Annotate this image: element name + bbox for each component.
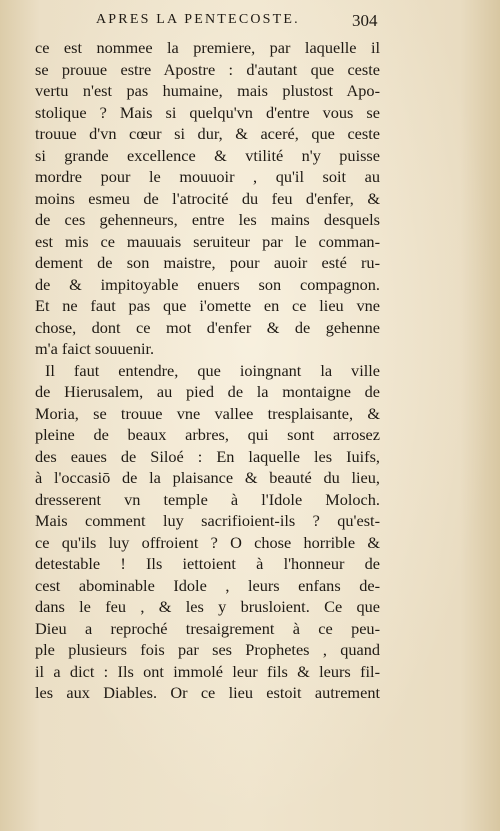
text-line: Mais comment luy sacrifioient-ils ? qu'est- xyxy=(35,511,380,530)
running-title: APRES LA PENTECOSTE. xyxy=(96,12,300,27)
text-line: si grande excellence & vtilité n'y puisse xyxy=(35,145,380,165)
text-line: m'a faict souuenir. xyxy=(35,339,155,358)
text-line: est mis ce mauuais seruiteur par le comman- xyxy=(35,231,380,251)
text-line: Moria, se trouue vne vallee tresplaisante, & xyxy=(35,403,380,423)
text-line: mordre pour le mouuoir , qu'il soit au xyxy=(35,167,380,186)
text-line: il a dict : Ils ont immolé leur fils & leurs fil- xyxy=(35,661,380,681)
text-line: chose, dont ce mot d'enfer & de gehenne xyxy=(35,317,380,337)
text-line: de & impitoyable enuers son compagnon. xyxy=(35,274,380,294)
text-line: dans le feu , & les y brusloient. Ce que xyxy=(35,597,380,616)
text-line: dement de son maistre, pour auoir esté ru- xyxy=(35,253,380,272)
text-line: cest abominable Idole , leurs enfans de- xyxy=(35,575,380,595)
body-text xyxy=(35,37,380,704)
page-number: 304 xyxy=(352,11,378,30)
text-line: dresserent vn temple à l'Idole Moloch. xyxy=(35,489,380,509)
text-line: detestable ! Ils iettoient à l'honneur de xyxy=(35,554,380,573)
text-line: les aux Diables. Or ce lieu estoit autrement xyxy=(35,683,380,702)
text-line: moins esmeu de l'atrocité du feu d'enfer, & xyxy=(35,188,380,208)
text-line: de Hierusalem, au pied de la montaigne de xyxy=(35,382,380,401)
text-line: ple plusieurs fois par ses Prophetes , quand xyxy=(35,640,380,659)
text-line: Et ne faut pas que i'omette en ce lieu vne xyxy=(35,296,380,315)
text-line: stolique ? Mais si quelqu'vn d'entre vous se xyxy=(35,102,380,122)
text-line: ce est nommee la premiere, par laquelle il xyxy=(35,38,380,57)
text-line: se prouue estre Apostre : d'autant que ceste xyxy=(35,59,380,79)
text-line: trouue d'vn cœur si dur, & aceré, que ceste xyxy=(35,124,380,143)
text-line: des eaues de Siloé : En laquelle les Iuifs, xyxy=(35,446,380,466)
text-line: pleine de beaux arbres, qui sont arrosez xyxy=(35,425,380,444)
text-line: de ces gehenneurs, entre les mains desquels xyxy=(35,210,380,229)
text-line: à l'occasiō de la plaisance & beauté du lieu, xyxy=(35,468,380,487)
text-line: vertu n'est pas humaine, mais plustost Apo- xyxy=(35,81,380,100)
text-line: Il faut entendre, que ioingnant la ville xyxy=(45,360,380,380)
text-line: Dieu a reproché tresaigrement à ce peu- xyxy=(35,618,380,638)
text-line: ce qu'ils luy offroient ? O chose horrible & xyxy=(35,532,380,552)
